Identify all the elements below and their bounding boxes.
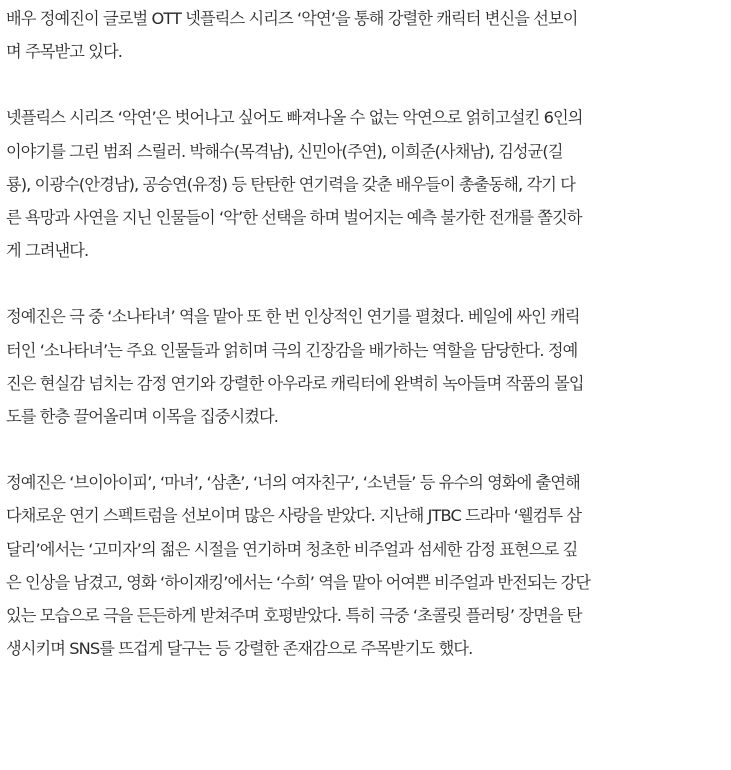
paragraph-4 xyxy=(6,466,731,665)
text-line: 게 그려낸다. xyxy=(6,241,89,261)
text-line: 은 인상을 남겼고, 영화 ‘하이재킹’에서는 ‘수희’ 역을 맡아 어여쁜 비주얼과 반전되는 강단 xyxy=(6,572,591,592)
text-line: 른 욕망과 사연을 지닌 인물들이 ‘악’한 선택을 하며 벌어지는 예측 불가한 전개를 쫄깃하 xyxy=(6,208,582,228)
text-line: 넷플릭스 시리즈 ‘악연’은 벗어나고 싶어도 빠져나올 수 없는 악연으로 얽히고설킨 6인의 xyxy=(6,108,583,128)
text-line: 룡), 이광수(안경남), 공승연(유정) 등 탄탄한 연기력을 갖춘 배우들이 총출동해, 각기 다 xyxy=(6,174,576,194)
text-line: 다채로운 연기 스펙트럼을 선보이며 많은 사랑을 받았다. 지난해 JTBC 드라마 ‘웰컴투 삼 xyxy=(6,506,582,526)
text-line: 며 주목받고 있다. xyxy=(6,42,122,62)
text-line: 진은 현실감 넘치는 감정 연기와 강렬한 아우라로 캐릭터에 완벽히 녹아들며 작품의 몰입 xyxy=(6,373,584,393)
text-line: 배우 정예진이 글로벌 OTT 넷플릭스 시리즈 ‘악연’을 통해 강렬한 캐릭터 변신을 선보이 xyxy=(6,9,578,28)
text-line: 이야기를 그린 범죄 스릴러. 박해수(목격남), 신민아(주연), 이희준(사채남), 김성균(길 xyxy=(6,141,563,161)
paragraph-2 xyxy=(6,101,731,267)
text-line: 정예진은 극 중 ‘소나타녀’ 역을 맡아 또 한 번 인상적인 연기를 펼쳤다. 베일에 싸인 캐릭 xyxy=(6,307,580,327)
text-line: 터인 ‘소나타녀’는 주요 인물들과 얽히며 극의 긴장감을 배가하는 역할을 담당한다. 정예 xyxy=(6,340,578,360)
paragraph-1 xyxy=(6,2,731,68)
text-line: 달리’에서는 ‘고미자’의 젊은 시절을 연기하며 청초한 비주얼과 섬세한 감정 표현으로 깊 xyxy=(6,539,578,559)
paragraph-3 xyxy=(6,300,731,433)
text-line: 정예진은 ‘브이아이피’, ‘마녀’, ‘삼촌’, ‘너의 여자친구’, ‘소년들’ 등 유수의 영화에 출연해 xyxy=(6,473,580,493)
text-line: 도를 한층 끌어올리며 이목을 집중시켰다. xyxy=(6,407,278,427)
text-line: 있는 모습으로 극을 든든하게 받쳐주며 호평받았다. 특히 극중 ‘초콜릿 플러팅’ 장면을 탄 xyxy=(6,606,582,626)
text-line: 생시키며 SNS를 뜨겁게 달구는 등 강렬한 존재감으로 주목받기도 했다. xyxy=(6,639,473,659)
